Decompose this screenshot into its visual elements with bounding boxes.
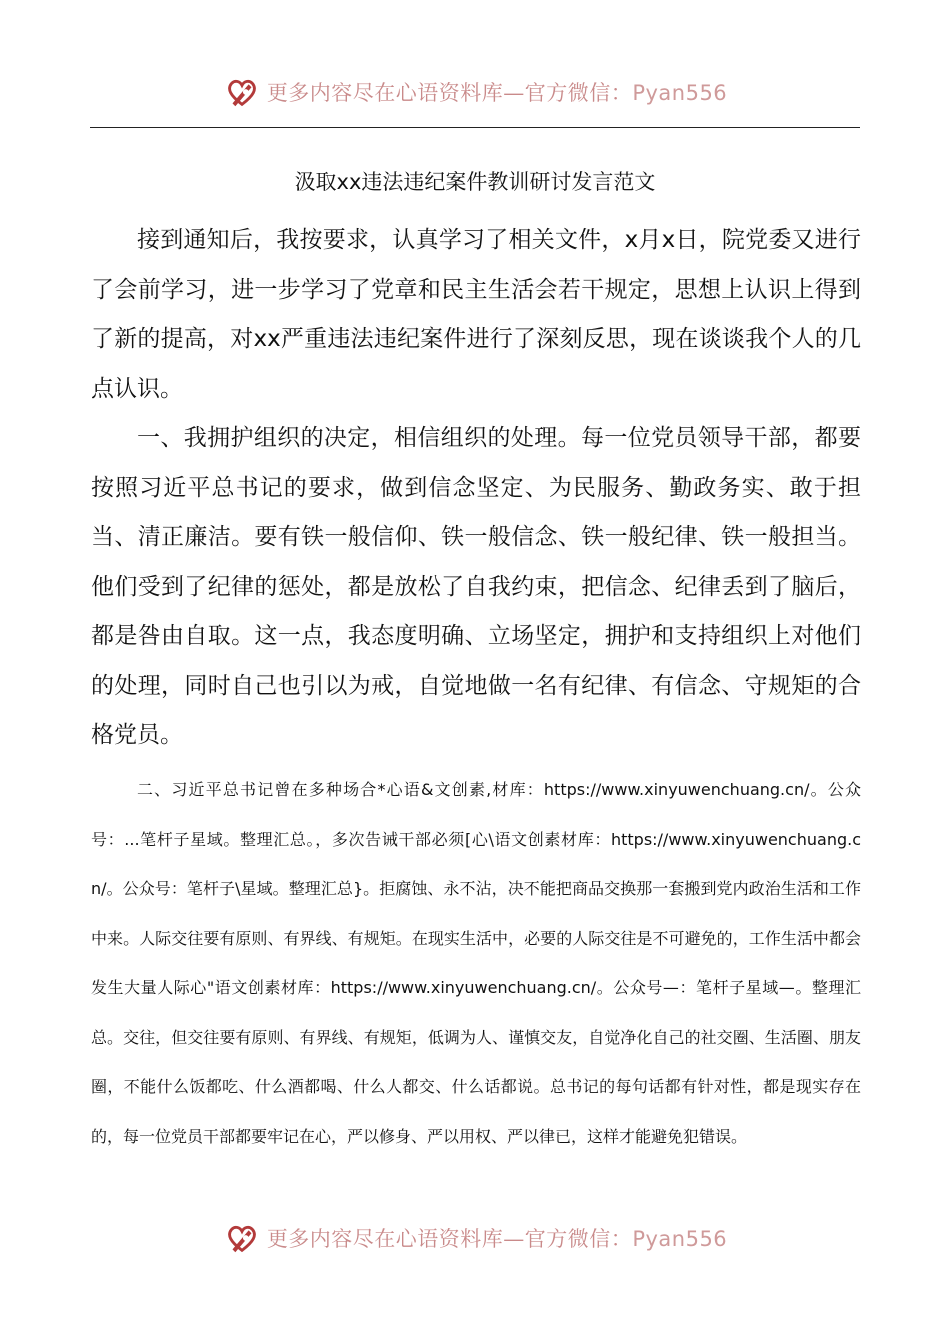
- paragraph-point-one: 一、我拥护组织的决定，相信组织的处理。每一位党员领导干部，都要按照习近平总书记的要求，做到信念坚定、为民服务、勤政务实、敢于担当、清正廉洁。要有铁一般信仰、铁一般信念、铁一般纪律、铁一般担当。他们受到了纪律的惩处，都是放松了自我约束，把信念、纪律丢到了脑后，都是咎由自取。这一点，我态度明确、立场坚定，拥护和支持组织上对他们的处理，同时自己也引以为戒，自觉地做一名有纪律、有信念、守规矩的合格党员。: [91, 425, 861, 748]
- wechat-id: Pyan556: [632, 1227, 728, 1251]
- page-title: 汲取xx违法违纪案件教训研讨发言范文: [294, 170, 656, 194]
- main-body: [91, 216, 861, 761]
- footer-banner: [0, 1218, 950, 1258]
- header-banner-text: 更多内容尽在心语资料库—官方微信：Pyan556: [266, 81, 728, 105]
- pen-heart-logo-icon: [223, 1219, 261, 1257]
- pen-heart-logo-icon: [223, 73, 261, 111]
- paragraph-point-two: 二、习近平总书记曾在多种场合*心语&文创素,材库：https://www.xinyuwenchuang.cn/。公众号：...笔杆子星域。整理汇总。，多次告诫干部必须[心\语文创素材库：https://www.xinyuwenchuang.cn/。公众号：笔杆子\星域。整理汇总}。拒腐蚀、永不沾，决不能把商品交换那一套搬到党内政治生活和工作中来。人际交往要有原则、有界线、有规矩。在现实生活中，必要的人际交往是不可避免的，工作生活中都会发生大量人际心"语文创素材库：https://www.xinyuwenchuang.cn/。公众号—：笔杆子星域—。整理汇总。交往，但交往要有原则、有界线、有规矩，低调为人、谨慎交友，自觉净化自己的社交圈、生活圈、朋友圈，不能什么饭都吃、什么酒都喝、什么人都交、什么话都说。总书记的每句话都有针对性，都是现实存在的，每一位党员干部都要牢记在心，严以修身、严以用权、严以律已，这样才能避免犯错误。: [91, 780, 861, 1146]
- footer-banner-text: 更多内容尽在心语资料库—官方微信：Pyan556: [266, 1227, 728, 1251]
- header-divider: [90, 127, 860, 128]
- header-banner: [0, 72, 950, 112]
- wechat-id: Pyan556: [632, 81, 728, 105]
- secondary-body: [91, 765, 861, 1161]
- paragraph-intro: 接到通知后，我按要求，认真学习了相关文件，x月x日，院党委又进行了会前学习，进一步学习了党章和民主生活会若干规定，思想上认识上得到了新的提高，对xx严重违法违纪案件进行了深刻反思，现在谈谈我个人的几点认识。: [91, 227, 861, 402]
